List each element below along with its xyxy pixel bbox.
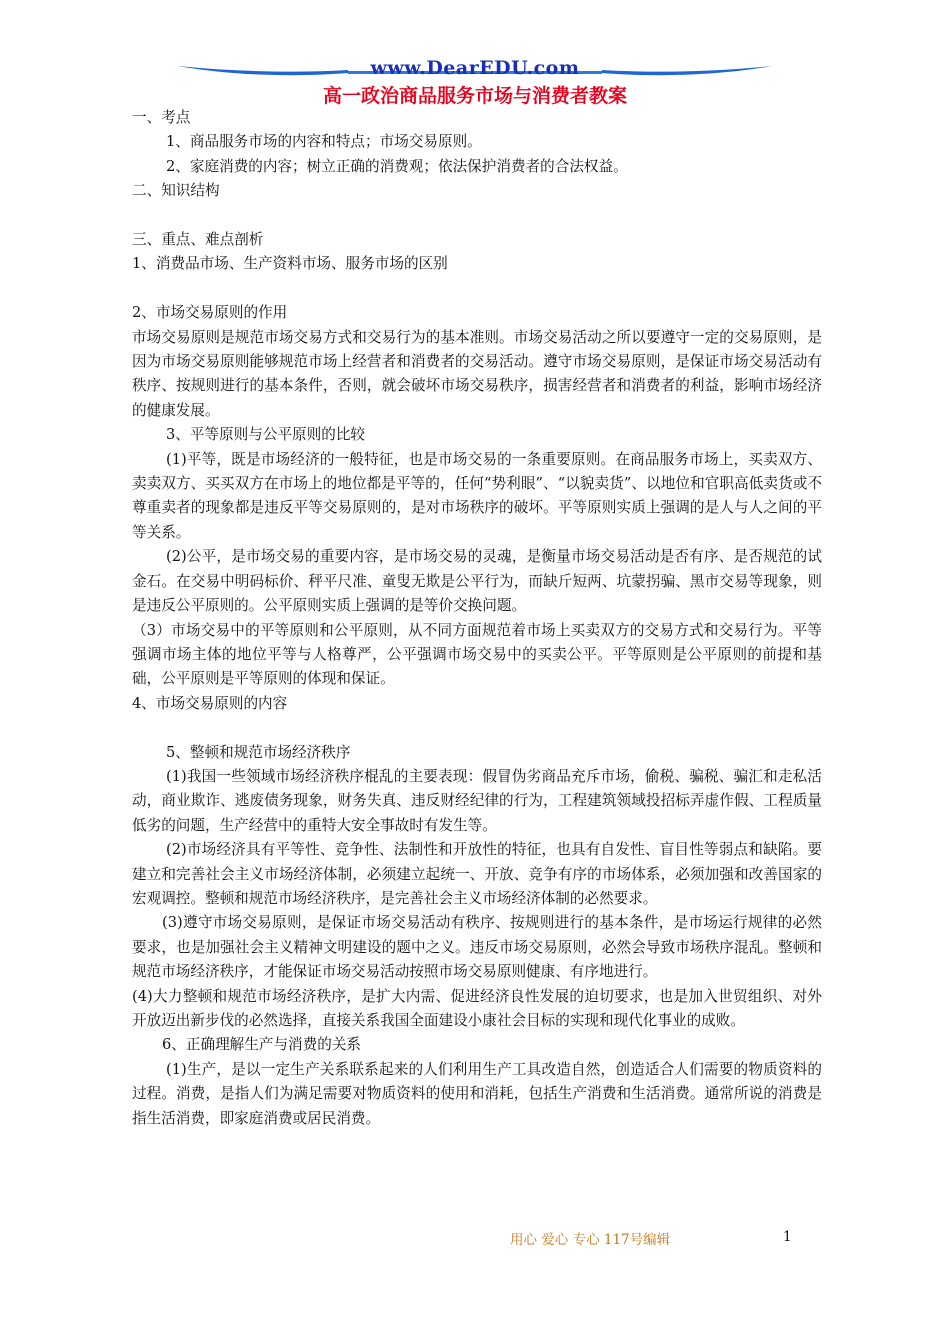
section-heading: 二、知识结构 (132, 182, 220, 200)
list-item: 1、商品服务市场的内容和特点；市场交易原则。 (166, 133, 482, 151)
site-header-banner (178, 56, 772, 80)
paragraph: (4)大力整顿和规范市场经济秩序，是扩大内需、促进经济良性发展的迫切要求，也是加入世贸组织、对外开放迈出新步伐的必然选择，直接关系我国全面建设小康社会目标的实现和现代化事业的成败。 (132, 987, 822, 1029)
paragraph: （3）市场交易中的平等原则和公平原则，从不同方面规范着市场上买卖双方的交易方式和交易行为。平等强调市场主体的地位平等与人格尊严，公平强调市场交易中的买卖公平。平等原则是公平原则的前提和基础，公平原则是平等原则的体现和保证。 (132, 621, 822, 688)
subsection-heading: 2、市场交易原则的作用 (132, 304, 288, 322)
document-body (132, 106, 822, 1131)
paragraph: (1)生产，是以一定生产关系联系起来的人们利用生产工具改造自然，创造适合人们需要的物质资料的过程。消费，是指人们为满足需要对物质资料的使用和消耗，包括生产消费和生活消费。通常所说的消费是指生活消费，即家庭消费或居民消费。 (132, 1060, 822, 1127)
blank-line (132, 716, 822, 740)
list-item: 2、家庭消费的内容；树立正确的消费观；依法保护消费者的合法权益。 (166, 157, 628, 175)
section-heading: 三、重点、难点剖析 (132, 231, 264, 249)
document-title: 高一政治商品服务市场与消费者教案 (322, 85, 627, 107)
blank-line (132, 204, 822, 228)
paragraph: (2)市场经济具有平等性、竞争性、法制性和开放性的特征，也具有自发性、盲目性等弱点和缺陷。要建立和完善社会主义市场经济体制，必须建立起统一、开放、竞争有序的市场体系，必须加强和改善国家的宏观调控。整顿和规范市场经济秩序，是完善社会主义市场经济体制的必然要求。 (132, 841, 822, 907)
paragraph: (1)我国一些领域市场经济秩序棍乱的主要表现：假冒伪劣商品充斥市场，偷税、骗税、骗汇和走私活动，商业欺诈、逃废债务现象，财务失真、违反财经纪律的行为，工程建筑领域投招标弄虚作假、工程质量低劣的问题，生产经营中的重特大安全事故时有发生等。 (132, 767, 822, 834)
paragraph: 市场交易原则是规范市场交易方式和交易行为的基本准则。市场交易活动之所以要遵守一定的交易原则，是因为市场交易原则能够规范市场上经营者和消费者的交易活动。遵守市场交易原则，是保证市场交易活动有秩序、按规则进行的基本条件，否则，就会破坏市场交易秩序，损害经营者和消费者的利益，影响市场经济的健康发展。 (132, 328, 822, 419)
paragraph: (1)平等，既是市场经济的一般特征，也是市场交易的一条重要原则。在商品服务市场上，买卖双方、卖卖双方、买买双方在市场上的地位都是平等的，任何“势利眼”、“以貌卖货”、以地位和官职高低卖货或不尊重卖者的现象都是违反平等交易原则的，是对市场秩序的破坏。平等原则实质上强调的是人与人之间的平等关系。 (132, 450, 822, 541)
subsection-heading: 6、正确理解生产与消费的关系 (162, 1036, 362, 1054)
subsection-heading: 3、平等原则与公平原则的比较 (166, 426, 366, 444)
section-heading: 一、考点 (132, 109, 191, 126)
paragraph: (3)遵守市场交易原则，是保证市场交易活动有秩序、按规则进行的基本条件，是市场运行规律的必然要求，也是加强社会主义精神文明建设的题中之义。违反市场交易原则，必然会导致市场秩序混乱。整顿和规范市场经济秩序，才能保证市场交易活动按照市场交易原则健康、有序地进行。 (132, 914, 822, 981)
subsection-heading: 4、市场交易原则的内容 (132, 694, 288, 712)
paragraph: (2)公平，是市场交易的重要内容，是市场交易的灵魂，是衡量市场交易活动是否有序、是否规范的试金石。在交易中明码标价、秤平尺准、童叟无欺是公平行为，而缺斤短两、坑蒙拐骗、黑市交易等现象，则是违反公平原则的。公平原则实质上强调的是等价交换问题。 (132, 548, 822, 615)
footer-note: 用心 爱心 专心 117号编辑 (510, 1232, 671, 1248)
blank-line (132, 277, 822, 301)
page-number: 1 (783, 1229, 792, 1245)
subsection-heading: 5、整顿和规范市场经济秩序 (166, 743, 351, 761)
site-url[interactable]: www.DearEDU.com (370, 57, 580, 79)
subsection-heading: 1、消费品市场、生产资料市场、服务市场的区别 (132, 255, 448, 273)
